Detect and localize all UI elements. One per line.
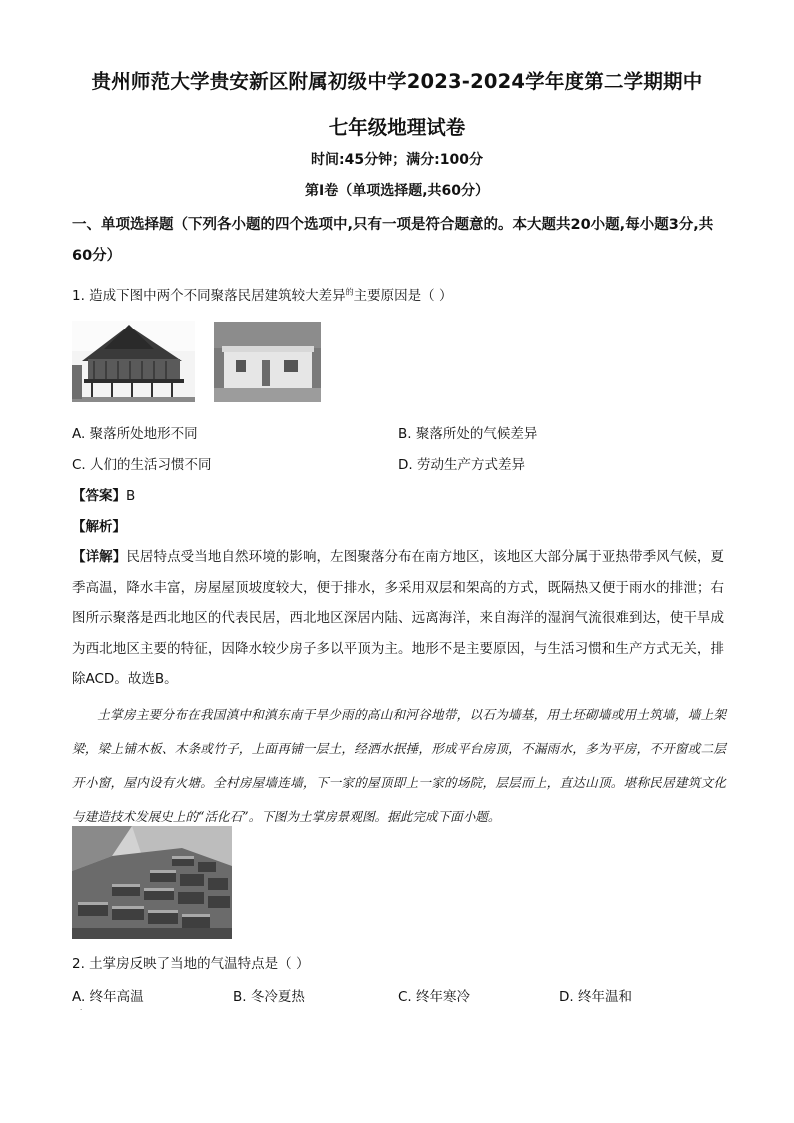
question-1-option-a[interactable]: A. 聚落所处地形不同 (72, 426, 198, 442)
scan-dot: · (80, 1006, 83, 1014)
exam-title-line2: 七年级地理试卷 (328, 116, 466, 139)
question-2-option-a[interactable]: A. 终年高温 (72, 989, 144, 1005)
question-1-option-d[interactable]: D. 劳动生产方式差异 (398, 457, 525, 473)
exam-title-line1: 贵州师范大学贵安新区附属初级中学2023-2024学年度第二学期期中 (91, 70, 703, 93)
detail-text: 民居特点受当地自然环境的影响，左图聚落分布在南方地区，该地区大部分属于亚热带季风气候，夏季高温，降水丰富，房屋屋顶坡度较大，便于排水，多采用双层和架高的方式，既隔热又便于雨水的排泄；右图所示聚落是西北地区的代表民居，西北地区深居内陆、远离海洋，来自海洋的湿润气流很难到达，使干旱成为西北地区主要的特征，因降水较少房子多以平顶为主。地形不是主要原因，与生活习惯和生产方式无关，排除ACD。故选B。 (72, 549, 725, 687)
detail-paragraph (72, 542, 724, 695)
earthen-village-photo (72, 826, 232, 939)
section-heading: 一、单项选择题（下列各小题的四个选项中,只有一项是符合题意的。本大题共20小题,每小题3分,共60分） (72, 217, 714, 264)
question-1-stem-mark: 的 (345, 287, 354, 297)
question-1-option-c[interactable]: C. 人们的生活习惯不同 (72, 457, 212, 473)
question-2-option-c[interactable]: C. 终年寒冷 (398, 989, 471, 1005)
part-title: 第Ⅰ卷（单项选择题,共60分） (304, 183, 489, 199)
answer-value: B (126, 488, 136, 504)
answer-line (72, 484, 135, 504)
analysis-line (72, 515, 126, 535)
question-2-stem: 2. 土掌房反映了当地的气温特点是（ ） (72, 956, 310, 972)
question-1-option-b[interactable]: B. 聚落所处的气候差异 (398, 426, 538, 442)
question-2-option-b[interactable]: B. 冬冷夏热 (233, 989, 305, 1005)
reading-passage: 土掌房主要分布在我国滇中和滇东南干旱少雨的高山和河谷地带，以石为墙基，用土坯砌墙或用土筑墙，墙上架梁，梁上铺木板、木条或竹子，上面再铺一层土，经洒水抿捶，形成平台房顶，不漏雨水，多为平房，不开窗或二层开小窗，屋内设有火塘。全村房屋墙连墙，下一家的屋顶即上一家的场院，层层而上，直达山顶。堪称民居建筑文化与建造技术发展史上的“活化石”。下图为土掌房景观图。据此完成下面小题。 (72, 707, 726, 824)
question-1-stem-tail: 主要原因是（ ） (353, 288, 453, 304)
question-1-stem-text: 1. 造成下图中两个不同聚落民居建筑较大差异 (72, 288, 346, 304)
answer-label: 【答案】 (72, 488, 126, 504)
analysis-label: 【解析】 (72, 519, 126, 535)
detail-label: 【详解】 (72, 549, 127, 565)
exam-time-score: 时间:45分钟；满分:100分 (311, 152, 483, 168)
question-2-option-d[interactable]: D. 终年温和 (559, 989, 632, 1005)
flat-roof-house-photo (214, 322, 321, 402)
stilt-house-photo (72, 321, 195, 402)
question-1-stem (72, 284, 452, 304)
